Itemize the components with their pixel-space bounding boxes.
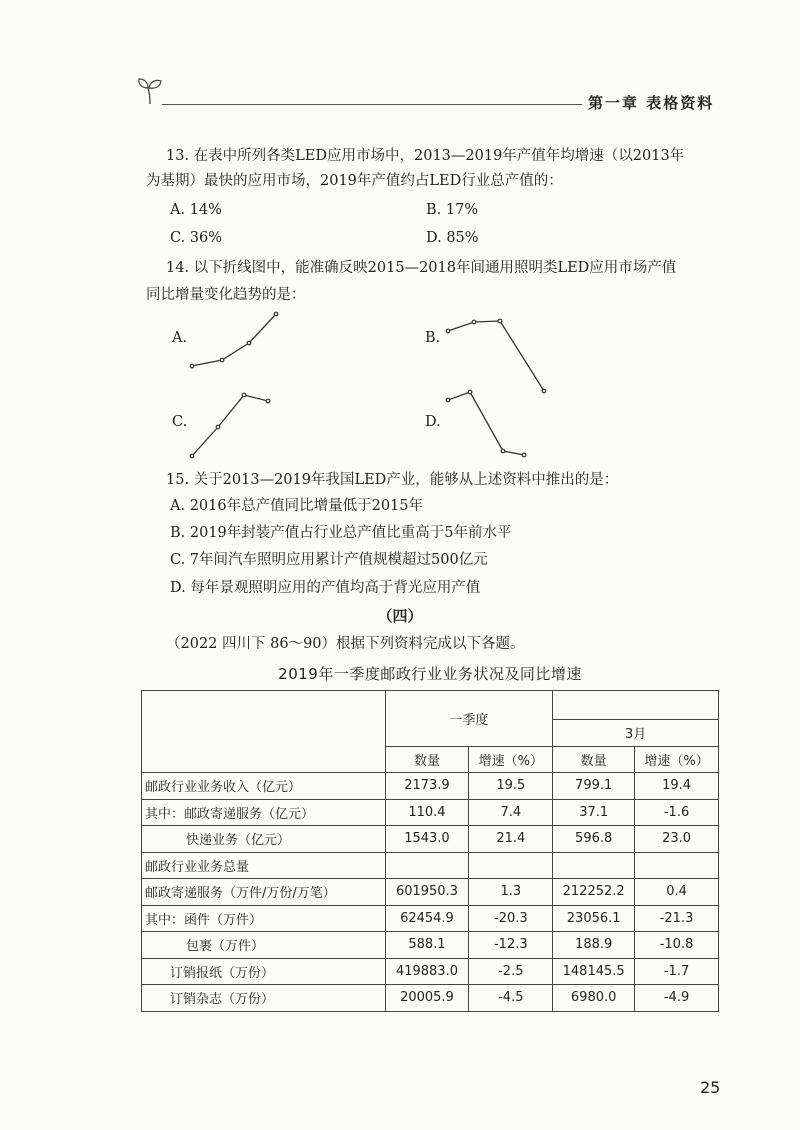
cell-q1-qty: 110.4 [385,799,469,826]
col-header-m3-growth: 增速（%） [635,746,719,773]
cell-m3-growth: 19.4 [635,773,719,800]
q13-option-d: D. 85% [426,230,479,246]
table-corner-cell [142,691,386,773]
cell-q1-growth: 7.4 [469,799,553,826]
row-label: 其中：函件（万件） [142,905,386,932]
cell-m3-growth: -1.6 [635,799,719,826]
cell-q1-qty: 62454.9 [385,905,469,932]
cell-q1-qty: 588.1 [385,932,469,959]
cell-m3-growth: -21.3 [635,905,719,932]
section-intro: （2022 四川下 86～90）根据下列资料完成以下各题。 [166,636,525,652]
row-label: 包裹（万件） [142,932,386,959]
table-row [142,852,719,879]
cell-m3-qty: 6980.0 [553,985,635,1012]
q13-option-b: B. 17% [426,202,479,218]
row-label: 邮政行业业务收入（亿元） [142,773,386,800]
group-header-spacer [553,691,719,720]
group-header-march: 3月 [553,720,719,747]
q15-stem: 15. 关于2013—2019年我国LED产业，能够从上述资料中推出的是： [166,472,619,488]
cell-m3-qty: 37.1 [553,799,635,826]
cell-m3-qty: 23056.1 [553,905,635,932]
cell-m3-growth: -10.8 [635,932,719,959]
q14-option-a-label: A. [172,330,188,346]
q14-stem-line2: 同比增量变化趋势的是： [146,287,306,303]
postal-data-table [141,690,719,1012]
cell-q1-growth [469,852,553,879]
row-label: 邮政寄递服务（万件/万份/万笔） [142,879,386,906]
table-title: 2019年一季度邮政行业业务状况及同比增速 [278,665,582,683]
section-mark: （四） [377,607,423,625]
page-number: 25 [700,1078,721,1097]
table-row [142,826,719,853]
table-row [142,799,719,826]
cell-m3-growth: 0.4 [635,879,719,906]
cell-m3-growth: -1.7 [635,958,719,985]
table-row [142,958,719,985]
q13-stem-line2: 为基期）最快的应用市场，2019年产值约占LED行业总产值的： [146,173,563,189]
q13-stem-line1: 13. 在表中所列各类LED应用市场中，2013—2019年产值年均增速（以2013年 [166,148,685,164]
cell-m3-qty: 148145.5 [553,958,635,985]
col-header-q1-growth: 增速（%） [469,746,553,773]
table-row [142,879,719,906]
q14-option-b-label: B. [425,330,441,346]
row-label: 邮政行业业务总量 [142,852,386,879]
q13-option-c: C. 36% [170,230,223,246]
cell-q1-growth: 1.3 [469,879,553,906]
q13-option-a: A. 14% [170,202,222,218]
q14-stem-line1: 14. 以下折线图中，能准确反映2015—2018年间通用照明类LED应用市场产值 [166,260,677,276]
cell-q1-growth: -2.5 [469,958,553,985]
cell-q1-qty [385,852,469,879]
col-header-q1-qty: 数量 [385,746,469,773]
group-header-q1: 一季度 [385,691,553,747]
cell-m3-growth: -4.9 [635,985,719,1012]
cell-m3-qty: 188.9 [553,932,635,959]
q14-option-c-label: C. [172,414,188,430]
cell-q1-qty: 601950.3 [385,879,469,906]
row-label: 其中：邮政寄递服务（亿元） [142,799,386,826]
cell-q1-qty: 20005.9 [385,985,469,1012]
cell-q1-growth: -12.3 [469,932,553,959]
row-label: 快递业务（亿元） [142,826,386,853]
row-label: 订销报纸（万份） [142,958,386,985]
q15-option-c: C. 7年间汽车照明应用累计产值规模超过500亿元 [170,552,488,568]
cell-q1-qty: 419883.0 [385,958,469,985]
cell-q1-qty: 1543.0 [385,826,469,853]
cell-m3-qty: 596.8 [553,826,635,853]
col-header-m3-qty: 数量 [553,746,635,773]
chapter-title: 第一章 表格资料 [588,94,715,112]
table-row [142,932,719,959]
cell-m3-qty: 799.1 [553,773,635,800]
cell-q1-growth: 19.5 [469,773,553,800]
cell-m3-qty: 212252.2 [553,879,635,906]
q15-option-d: D. 每年景观照明应用的产值均高于背光应用产值 [170,580,481,596]
table-row [142,905,719,932]
q14-option-d-label: D. [425,414,441,430]
table-row [142,773,719,800]
row-label: 订销杂志（万份） [142,985,386,1012]
cell-m3-growth: 23.0 [635,826,719,853]
table-row [142,985,719,1012]
cell-q1-growth: -4.5 [469,985,553,1012]
cell-q1-qty: 2173.9 [385,773,469,800]
cell-m3-growth [635,852,719,879]
q15-option-b: B. 2019年封装产值占行业总产值比重高于5年前水平 [170,525,512,541]
cell-q1-growth: -20.3 [469,905,553,932]
cell-q1-growth: 21.4 [469,826,553,853]
q15-option-a: A. 2016年总产值同比增量低于2015年 [170,498,423,514]
cell-m3-qty [553,852,635,879]
